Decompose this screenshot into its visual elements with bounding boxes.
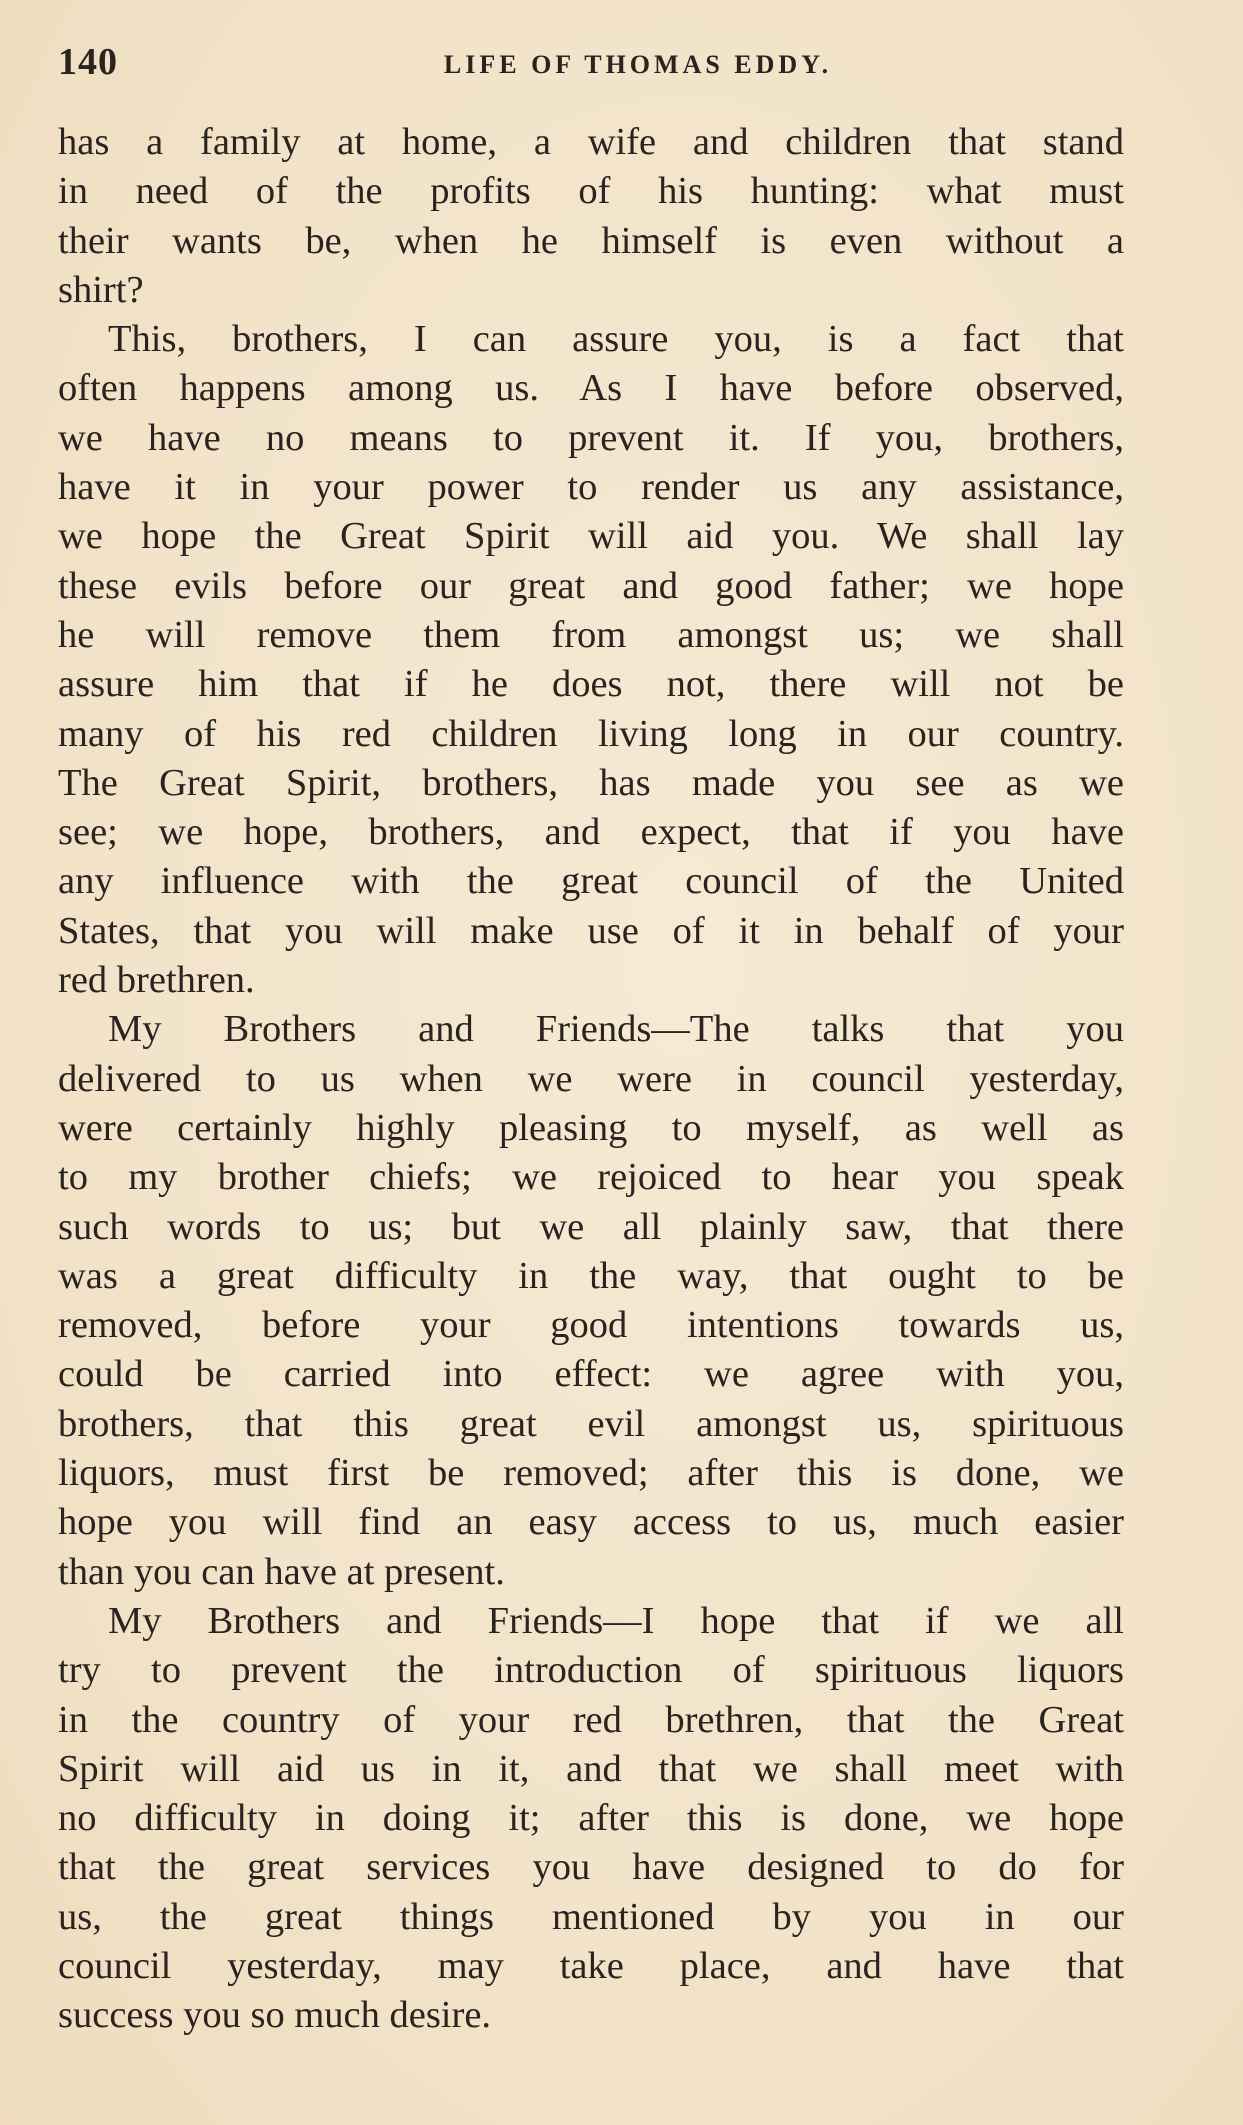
paragraph-1 — [58, 118, 1124, 315]
text-line: in need of the profits of his hunting: what must — [58, 170, 1124, 213]
text-line: often happens among us. As I have before observed, — [58, 367, 1124, 410]
text-line: in the country of your red brethren, that the Great — [58, 1698, 1124, 1741]
text-line: see; we hope, brothers, and expect, that if you have — [58, 811, 1124, 854]
text-line: that the great services you have designed to do for — [58, 1846, 1124, 1889]
text-line: were certainly highly pleasing to myself, as well as — [58, 1106, 1124, 1149]
text-line: has a family at home, a wife and children that stand — [58, 121, 1124, 163]
page-number: 140 — [58, 41, 118, 83]
text-line: delivered to us when we were in council yesterday, — [58, 1057, 1124, 1100]
text-line: than you can have at present. — [58, 1550, 505, 1593]
text-line: any influence with the great council of the United — [58, 860, 1124, 903]
page-header — [58, 40, 1138, 90]
text-line: shirt? — [58, 268, 144, 311]
text-line: such words to us; but we all plainly saw, that there — [58, 1205, 1124, 1248]
text-line: to my brother chiefs; we rejoiced to hear you speak — [58, 1156, 1124, 1199]
text-line: he will remove them from amongst us; we shall — [58, 613, 1124, 656]
text-line: us, the great things mentioned by you in our — [58, 1895, 1124, 1938]
text-line: hope you will find an easy access to us, much easier — [58, 1501, 1124, 1544]
text-line: no difficulty in doing it; after this is done, we hope — [58, 1797, 1124, 1840]
text-line: assure him that if he does not, there will not be — [58, 663, 1124, 706]
text-line: try to prevent the introduction of spirituous liquors — [58, 1649, 1124, 1692]
text-line: was a great difficulty in the way, that ought to be — [58, 1254, 1124, 1297]
text-line: My Brothers and Friends—I hope that if we all — [108, 1599, 1124, 1642]
text-line: liquors, must first be removed; after this is done, we — [58, 1452, 1124, 1495]
text-line: States, that you will make use of it in behalf of your — [58, 909, 1124, 952]
paragraph-4 — [58, 1597, 1124, 2041]
text-line: these evils before our great and good father; we hope — [58, 564, 1124, 607]
text-line: success you so much desire. — [58, 1994, 492, 2037]
text-line: many of his red children living long in our country. — [58, 712, 1124, 755]
running-title: LIFE OF THOMAS EDDY. — [443, 50, 833, 79]
text-line: My Brothers and Friends—The talks that you — [108, 1008, 1124, 1051]
text-line: council yesterday, may take place, and have that — [58, 1944, 1124, 1987]
text-line: The Great Spirit, brothers, has made you see as we — [58, 761, 1124, 804]
text-line: This, brothers, I can assure you, is a fact that — [108, 318, 1124, 361]
text-line: we have no means to prevent it. If you, brothers, — [58, 416, 1124, 459]
text-line: their wants be, when he himself is even without a — [58, 219, 1124, 262]
text-line: removed, before your good intentions towards us, — [58, 1304, 1124, 1347]
paragraph-2 — [58, 315, 1124, 1005]
text-line: have it in your power to render us any assistance, — [58, 466, 1124, 509]
text-line: Spirit will aid us in it, and that we shall meet with — [58, 1747, 1124, 1790]
body-text — [58, 118, 1124, 2041]
paragraph-3 — [58, 1005, 1124, 1597]
text-line: brothers, that this great evil amongst us, spirituous — [58, 1402, 1124, 1445]
text-line: could be carried into effect: we agree with you, — [58, 1353, 1124, 1396]
text-line: we hope the Great Spirit will aid you. We shall lay — [58, 515, 1124, 558]
text-line: red brethren. — [58, 959, 255, 1002]
